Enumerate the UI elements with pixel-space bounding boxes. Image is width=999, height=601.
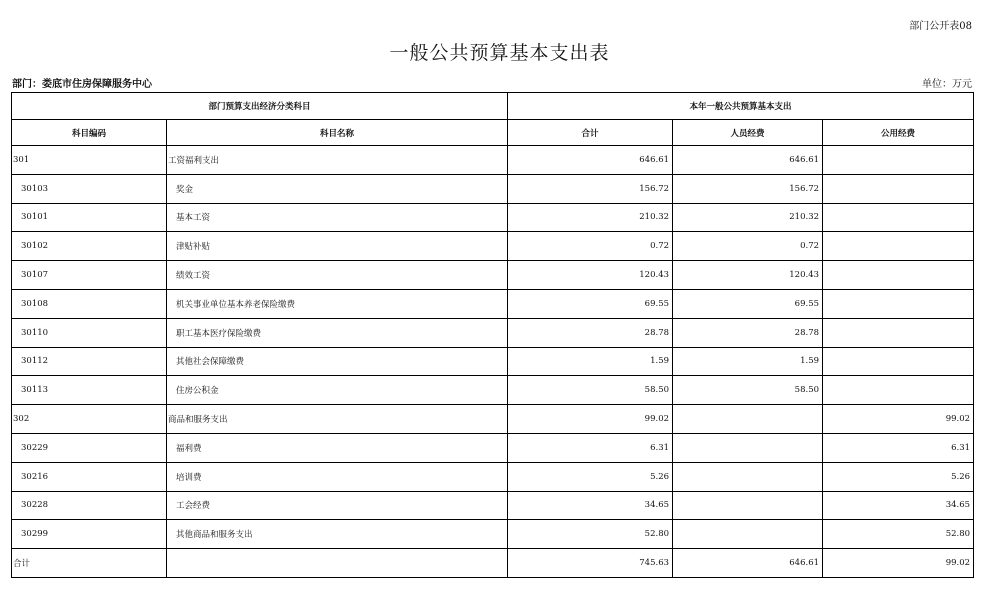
- cell-public: [823, 232, 974, 261]
- cell-personnel: 1.59: [673, 347, 823, 376]
- cell-personnel: 646.61: [673, 549, 823, 578]
- table-row: [12, 174, 974, 203]
- cell-total: 99.02: [508, 405, 673, 434]
- cell-public: 99.02: [823, 405, 974, 434]
- table-row: [12, 405, 974, 434]
- cell-total: 745.63: [508, 549, 673, 578]
- cell-code: 30229: [12, 433, 167, 462]
- cell-public: 99.02: [823, 549, 974, 578]
- cell-public: 5.26: [823, 462, 974, 491]
- cell-public: 6.31: [823, 433, 974, 462]
- cell-total: 1.59: [508, 347, 673, 376]
- group-header-classification: 部门预算支出经济分类科目: [12, 93, 508, 120]
- cell-name: [167, 549, 508, 578]
- cell-name: 基本工资: [167, 203, 508, 232]
- table-row: [12, 347, 974, 376]
- cell-personnel: 28.78: [673, 318, 823, 347]
- cell-personnel: [673, 405, 823, 434]
- column-header-code: 科目编码: [12, 120, 167, 146]
- cell-total: 52.80: [508, 520, 673, 549]
- cell-code: 30228: [12, 491, 167, 520]
- cell-total: 69.55: [508, 289, 673, 318]
- cell-total: 58.50: [508, 376, 673, 405]
- table-row: [12, 318, 974, 347]
- cell-total: 0.72: [508, 232, 673, 261]
- department-label: 部门：娄底市住房保障服务中心: [12, 79, 152, 90]
- cell-total: 120.43: [508, 261, 673, 290]
- column-header-total: 合计: [508, 120, 673, 146]
- cell-public: [823, 261, 974, 290]
- cell-name: 商品和服务支出: [167, 405, 508, 434]
- cell-total: 5.26: [508, 462, 673, 491]
- cell-name: 绩效工资: [167, 261, 508, 290]
- cell-name: 职工基本医疗保险缴费: [167, 318, 508, 347]
- cell-public: [823, 318, 974, 347]
- cell-personnel: 69.55: [673, 289, 823, 318]
- cell-code: 30299: [12, 520, 167, 549]
- cell-code: 30103: [12, 174, 167, 203]
- cell-public: [823, 203, 974, 232]
- cell-code: 30112: [12, 347, 167, 376]
- cell-code: 30216: [12, 462, 167, 491]
- cell-name: 其他社会保障缴费: [167, 347, 508, 376]
- cell-personnel: 210.32: [673, 203, 823, 232]
- cell-total: 210.32: [508, 203, 673, 232]
- cell-name: 工会经费: [167, 491, 508, 520]
- cell-personnel: [673, 520, 823, 549]
- cell-name: 机关事业单位基本养老保险缴费: [167, 289, 508, 318]
- cell-code: 30110: [12, 318, 167, 347]
- cell-code: 30113: [12, 376, 167, 405]
- cell-public: [823, 146, 974, 175]
- cell-name: 奖金: [167, 174, 508, 203]
- cell-name: 福利费: [167, 433, 508, 462]
- table-group-header-row: [12, 93, 974, 120]
- cell-personnel: [673, 462, 823, 491]
- cell-name: 工资福利支出: [167, 146, 508, 175]
- table-row: [12, 146, 974, 175]
- cell-code: 301: [12, 146, 167, 175]
- cell-total: 156.72: [508, 174, 673, 203]
- unit-label: 单位：万元: [922, 79, 972, 90]
- cell-name: 其他商品和服务支出: [167, 520, 508, 549]
- budget-table: [11, 92, 974, 578]
- cell-public: [823, 289, 974, 318]
- table-row: [12, 520, 974, 549]
- cell-code: 合计: [12, 549, 167, 578]
- cell-public: 34.65: [823, 491, 974, 520]
- table-row: [12, 549, 974, 578]
- cell-public: 52.80: [823, 520, 974, 549]
- cell-total: 6.31: [508, 433, 673, 462]
- table-column-header-row: [12, 120, 974, 146]
- cell-name: 津贴补贴: [167, 232, 508, 261]
- table-row: [12, 491, 974, 520]
- cell-name: 培训费: [167, 462, 508, 491]
- table-row: [12, 462, 974, 491]
- table-row: [12, 289, 974, 318]
- table-body: [12, 146, 974, 578]
- cell-personnel: 58.50: [673, 376, 823, 405]
- cell-code: 30107: [12, 261, 167, 290]
- cell-personnel: 156.72: [673, 174, 823, 203]
- cell-personnel: [673, 491, 823, 520]
- cell-code: 30102: [12, 232, 167, 261]
- page-title: 一般公共预算基本支出表: [389, 42, 610, 64]
- table-row: [12, 261, 974, 290]
- table-row: [12, 376, 974, 405]
- table-row: [12, 232, 974, 261]
- cell-code: 302: [12, 405, 167, 434]
- cell-total: 646.61: [508, 146, 673, 175]
- cell-public: [823, 174, 974, 203]
- cell-code: 30101: [12, 203, 167, 232]
- group-header-basic-expenditure: 本年一般公共预算基本支出: [508, 93, 974, 120]
- cell-personnel: 646.61: [673, 146, 823, 175]
- cell-personnel: [673, 433, 823, 462]
- table-row: [12, 203, 974, 232]
- cell-total: 34.65: [508, 491, 673, 520]
- column-header-name: 科目名称: [167, 120, 508, 146]
- cell-public: [823, 347, 974, 376]
- cell-personnel: 120.43: [673, 261, 823, 290]
- cell-name: 住房公积金: [167, 376, 508, 405]
- column-header-personnel: 人员经费: [673, 120, 823, 146]
- column-header-public: 公用经费: [823, 120, 974, 146]
- cell-personnel: 0.72: [673, 232, 823, 261]
- cell-public: [823, 376, 974, 405]
- cell-total: 28.78: [508, 318, 673, 347]
- cell-code: 30108: [12, 289, 167, 318]
- form-number: 部门公开表08: [909, 21, 972, 32]
- table-row: [12, 433, 974, 462]
